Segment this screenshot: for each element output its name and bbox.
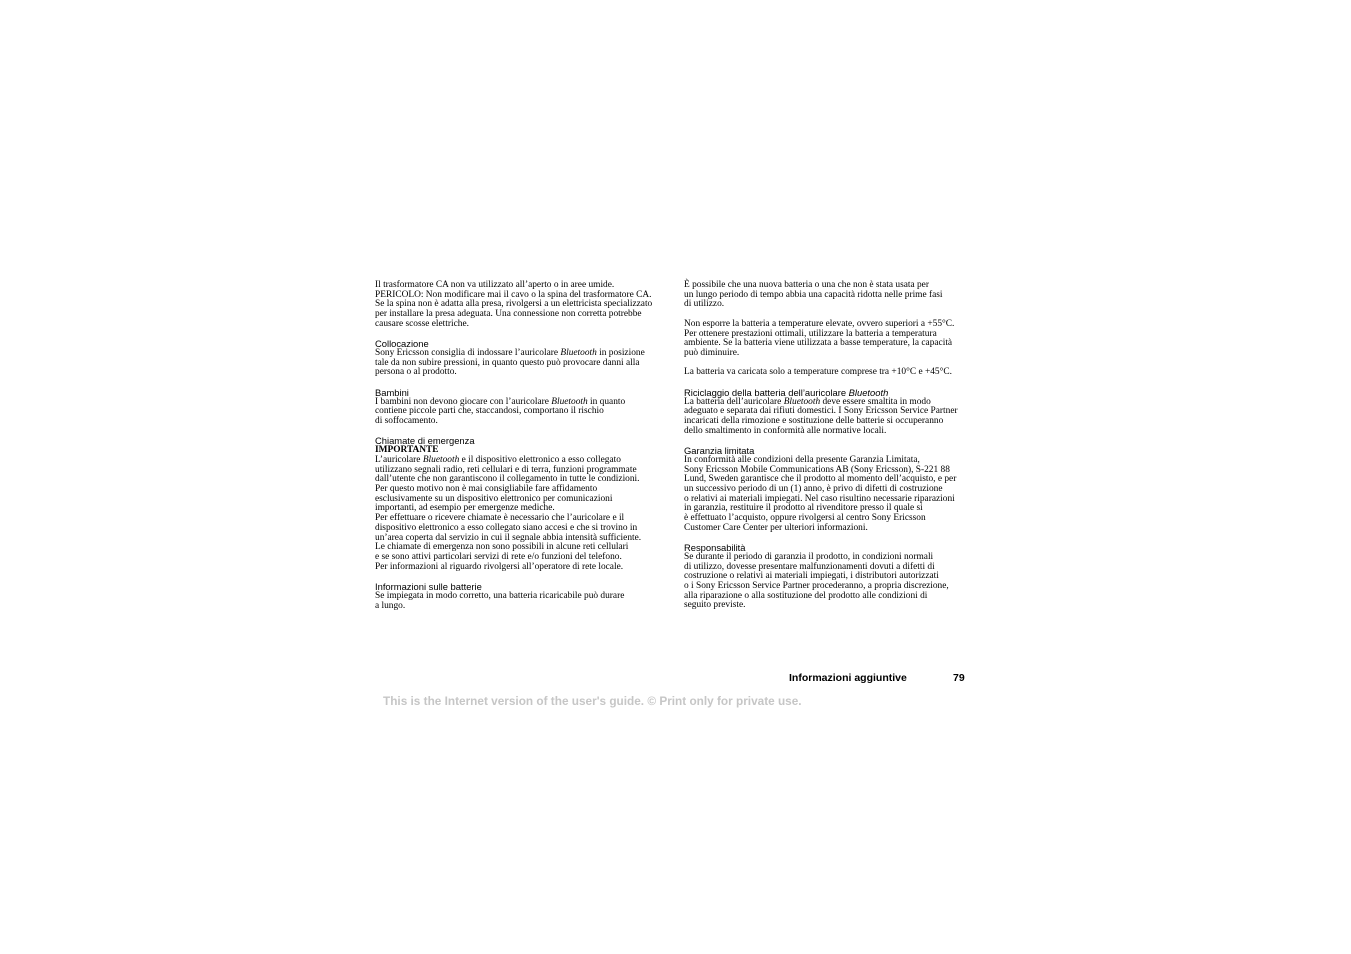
text-line: in garanzia, restituire il prodotto al rivenditore presso il quale si [684,503,923,514]
text-line: può diminuire. [684,347,740,358]
text-line: un’area coperta dal servizio in cui il segnale abbia intensità sufficiente. [375,532,642,543]
text-line: Se impiegata in modo corretto, una batteria ricaricabile può durare [375,590,625,601]
text-line: o relativi ai materiali impiegati. Nel caso risultino necessarie riparazioni [684,493,955,504]
text-line: Se la spina non è adatta alla presa, rivolgersi a un elettricista specializzato [375,299,653,310]
section-heading-collocazione: Collocazione [375,338,429,350]
batterie-body [375,592,665,611]
text-line: costruzione o relativi ai materiali impiegati, i distributori autorizzati [684,571,939,582]
footer-section-title: Informazioni aggiuntive [789,672,907,684]
section-heading-responsabilita: Responsabilità [684,541,746,553]
section-heading-emergenza: Chiamate di emergenza [375,435,475,447]
text-line: dall’utente che non garantiscono il collegamento in tutte le condizioni. [375,474,640,485]
intro-paragraph [375,281,665,330]
text-line: è effettuato l’acquisto, oppure rivolgersi al centro Sony Ericsson [684,513,926,524]
text-line: dispositivo elettronico a esso collegato siano accesi e che si trovino in [375,522,638,533]
section-heading-bambini: Bambini [375,386,409,398]
section-heading-riciclaggio: Riciclaggio della batteria dell’auricolare Bluetooth [684,386,889,398]
text-line: Se durante il periodo di garanzia il prodotto, in condizioni normali [684,551,934,562]
text-line: causare scosse elettriche. [375,318,469,329]
text-line: un lungo periodo di tempo abbia una capacità ridotta nelle prime fasi [684,289,943,300]
text-line: alla riparazione o alla sostituzione del prodotto alle condizioni di [684,590,928,601]
text-line: Non esporre la batteria a temperature elevate, ovvero superiori a +55°C. [684,318,955,329]
watermark-notice: This is the Internet version of the user's guide. © Print only for private use. [383,694,802,708]
text-line: Per questo motivo non è mai consigliabile fare affidamento [375,484,598,495]
text-line: In conformità alle condizioni della presente Garanzia Limitata, [684,454,920,465]
text-line: Per effettuare o ricevere chiamate è necessario che l’auricolare e il [375,513,625,524]
text-line: PERICOLO: Non modificare mai il cavo o la spina del trasformatore CA. [375,289,652,300]
text-line: di utilizzo, dovesse presentare malfunzionamenti dovuti a difetti di [684,561,935,572]
text-line: di soffocamento. [375,416,438,427]
battery-intro-paragraph [684,281,974,310]
battery-charging-paragraph [684,368,974,378]
text-line: incaricati della rimozione e sostituzione delle batterie si occuperanno [684,415,944,426]
text-line: La batteria dell’auricolare Bluetooth deve essere smaltita in modo [684,396,931,407]
text-line: Sony Ericsson Mobile Communications AB (Sony Ericsson), S-221 88 [684,464,950,475]
section-heading-batterie: Informazioni sulle batterie [375,580,482,592]
text-line: di utilizzo. [684,299,725,310]
text-line: persona o al prodotto. [375,367,457,378]
battery-temperature-paragraph [684,320,974,359]
text-line: È possibile che una nuova batteria o una che non è stata usata per [684,280,929,290]
responsabilita-body [684,553,974,611]
text-line: e se sono attivi particolari servizi di rete e/o funzioni del telefono. [375,551,622,562]
text-line: Lund, Sweden garantisce che il prodotto al momento dell’acquisto, e per [684,474,957,485]
text-line: contiene piccole parti che, staccandosi, comportano il rischio [375,406,604,417]
right-column [684,281,974,611]
section-heading-garanzia: Garanzia limitata [684,444,755,456]
garanzia-body [684,456,974,534]
text-line: Sony Ericsson consiglia di indossare l’auricolare Bluetooth in posizione [375,348,645,359]
text-line: dello smaltimento in conformità alle normative locali. [684,425,887,436]
text-line: per installare la presa adeguata. Una connessione non corretta potrebbe [375,309,642,320]
riciclaggio-body [684,398,974,437]
text-line: Il trasformatore CA non va utilizzato all’aperto o in aree umide. [375,280,615,290]
text-line: tale da non subire pressioni, in quanto questo può provocare danni alla [375,357,640,368]
text-line: ambiente. Se la batteria viene utilizzata a basse temperature, la capacità [684,338,953,349]
bambini-body [375,398,665,427]
text-line: un successivo periodo di un (1) anno, è privo di difetti di costruzione [684,483,943,494]
text-line: o i Sony Ericsson Service Partner procederanno, a propria discrezione, [684,581,949,592]
text-line: Le chiamate di emergenza non sono possibili in alcune reti cellulari [375,542,629,553]
text-line: adeguato e separata dai rifiuti domestici. I Sony Ericsson Service Partner [684,406,958,417]
text-line: Per informazioni al riguardo rivolgersi all’operatore di rete locale. [375,561,624,572]
text-line: importanti, ad esempio per emergenze mediche. [375,503,555,514]
left-column [375,281,665,611]
text-line: a lungo. [375,600,406,611]
text-line: esclusivamente su un dispositivo elettronico per comunicazioni [375,493,613,504]
text-line: seguito previste. [684,600,746,611]
page-number: 79 [953,672,965,684]
text-line: utilizzano segnali radio, reti cellulari e di terra, funzioni programmate [375,464,637,475]
text-line: La batteria va caricata solo a temperature comprese tra +10°C e +45°C. [684,367,952,378]
important-label: IMPORTANTE [375,445,439,456]
text-line: I bambini non devono giocare con l’auricolare Bluetooth in quanto [375,396,626,407]
text-line: Per ottenere prestazioni ottimali, utilizzare la batteria a temperatura [684,328,937,339]
collocazione-body [375,349,665,378]
emergenza-body [375,446,665,572]
text-line: Customer Care Center per ulteriori informazioni. [684,522,868,533]
text-line: L’auricolare Bluetooth e il dispositivo elettronico a esso collegato [375,454,621,465]
